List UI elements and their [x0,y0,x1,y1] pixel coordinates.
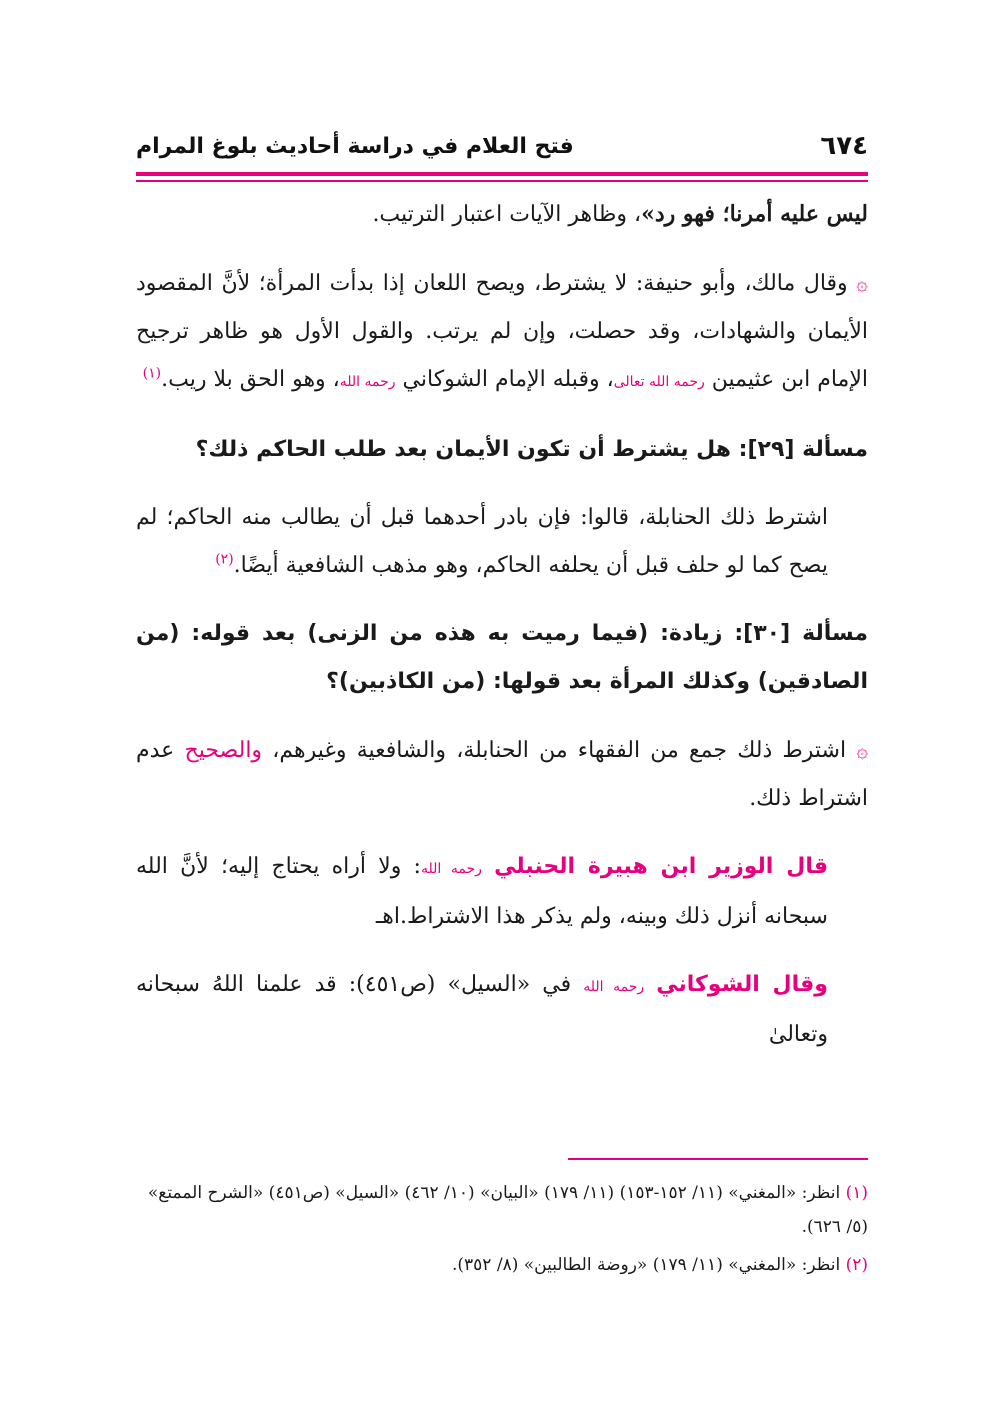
main-text [136,190,868,1079]
honorific-mark: رحمه الله [339,374,396,390]
footnote-text: انظر: «المغني» (١١/ ١٥٢-١٥٣) (١١/ ١٧٩) «البيان» (١٠/ ٤٦٢) «السيل» (ص٤٥١) «الشرح الممتع» (٥/ ٦٢٦). [147,1183,868,1237]
quoted-scholar: وقال الشوكاني [656,972,828,997]
ornament-icon: ۞ [856,271,868,295]
footnote-number: (١) [845,1183,868,1203]
footnote-ref[interactable]: (٢) [215,551,234,568]
paragraph-4-part2: عدم اشتراط ذلك. [136,738,868,811]
paragraph-5 [136,843,868,941]
paragraph-3 [136,494,868,590]
highlight-text: والصحيح [184,738,263,763]
paragraph-4-part1: اشترط ذلك جمع من الفقهاء من الحنابلة، والشافعية وغيرهم، [272,738,847,763]
question-heading-29: مسألة [٢٩]: هل يشترط أن تكون الأيمان بعد طلب الحاكم ذلك؟ [195,437,868,462]
paragraph-2 [136,259,868,406]
header-rule-thick [136,172,868,176]
honorific-mark: رحمه الله [583,979,645,995]
paragraph-4 [136,726,868,823]
paragraph-3-text: اشترط ذلك الحنابلة، قالوا: فإن بادر أحدهما قبل أن يطالب منه الحاكم؛ لم يصح كما لو حلف قبل أن يحلفه الحاكم، وهو مذهب الشافعية أيضًا. [136,505,828,578]
hadith-quote: ليس عليه أمرنا؛ فهو رد» [641,201,868,227]
paragraph-1-text: ، وظاهر الآيات اعتبار الترتيب. [372,202,642,227]
page-number: ٦٧٤ [820,131,868,161]
paragraph-5-text: : ولا أراه يحتاج إليه؛ لأنَّ الله سبحانه أنزل ذلك وبينه، ولم يذكر هذا الاشتراط.اهـ [136,854,828,929]
paragraph-6-text: في «السيل» (ص٤٥١): قد علمنا اللهُ سبحانه وتعالىٰ [136,972,828,1047]
header-rule-thin [136,180,868,182]
question-heading-30: مسألة [٣٠]: زيادة: (فيما رميت به هذه من الزنى) بعد قوله: (من الصادقين) وكذلك المرأة بعد قولها: (من الكاذبين)؟ [136,621,868,694]
footnote-1 [136,1176,868,1244]
page-header [136,124,868,168]
paragraph-2-part3: ، وهو الحق بلا ريب. [161,367,340,392]
quoted-scholar: قال الوزير ابن هبيرة الحنبلي [494,854,828,879]
honorific-mark: رحمه الله تعالى [613,374,705,390]
footnote-separator [568,1158,868,1160]
footnote-ref[interactable]: (١) [142,365,162,382]
ornament-icon: ۞ [856,738,869,762]
paragraph-2-part2: ، وقبله الإمام الشوكاني [402,367,614,392]
paragraph-2-part1: وقال مالك، وأبو حنيفة: لا يشترط، ويصح اللعان إذا بدأت المرأة؛ لأنَّ المقصود الأيمان والشهادات، وقد حصلت، وإن لم يرتب. والقول الأول هو ظاهر ترجيح الإمام ابن عثيمين [136,271,868,392]
footnote-2 [136,1248,868,1282]
book-title: فتح العلام في دراسة أحاديث بلوغ المرام [136,133,574,159]
paragraph-1 [136,190,868,239]
paragraph-6 [136,961,868,1059]
honorific-mark: رحمه الله [420,861,482,877]
footnote-number: (٢) [845,1255,868,1275]
footnote-text: انظر: «المغني» (١١/ ١٧٩) «روضة الطالبين» (٨/ ٣٥٢). [451,1255,841,1275]
footnotes [136,1176,868,1286]
